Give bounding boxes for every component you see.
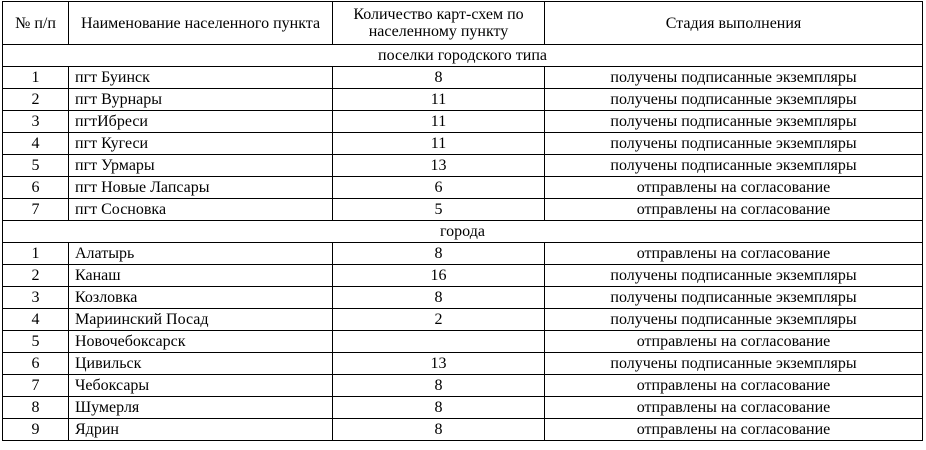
table-row <box>3 133 923 155</box>
header-row <box>3 2 923 45</box>
scheme-count: 16 <box>333 265 545 287</box>
table-row <box>3 177 923 199</box>
scheme-count: 8 <box>333 375 545 397</box>
section-title: города <box>3 221 923 243</box>
settlement-name: пгт Кугеси <box>69 133 333 155</box>
row-number: 1 <box>3 67 69 89</box>
completion-stage: получены подписанные экземпляры <box>545 265 923 287</box>
header-stage: Стадия выполнения <box>545 2 923 45</box>
settlement-name: Ядрин <box>69 419 333 441</box>
section-title: поселки городского типа <box>3 45 923 67</box>
scheme-count: 13 <box>333 155 545 177</box>
row-number: 4 <box>3 133 69 155</box>
header-num: № п/п <box>3 2 69 45</box>
completion-stage: получены подписанные экземпляры <box>545 89 923 111</box>
completion-stage: отправлены на согласование <box>545 243 923 265</box>
scheme-count: 11 <box>333 133 545 155</box>
completion-stage: получены подписанные экземпляры <box>545 353 923 375</box>
settlement-name: Цивильск <box>69 353 333 375</box>
table-row <box>3 243 923 265</box>
row-number: 5 <box>3 155 69 177</box>
settlement-name: Канаш <box>69 265 333 287</box>
table-row <box>3 199 923 221</box>
completion-stage: получены подписанные экземпляры <box>545 287 923 309</box>
settlement-name: пгт Урмары <box>69 155 333 177</box>
row-number: 1 <box>3 243 69 265</box>
table-row <box>3 419 923 441</box>
scheme-count <box>333 331 545 353</box>
header-count: Количество карт-схем по населенному пункту <box>333 2 545 45</box>
table-row <box>3 353 923 375</box>
scheme-count: 8 <box>333 67 545 89</box>
settlement-name: Шумерля <box>69 397 333 419</box>
row-number: 6 <box>3 353 69 375</box>
table-row <box>3 67 923 89</box>
table-row <box>3 287 923 309</box>
completion-stage: получены подписанные экземпляры <box>545 309 923 331</box>
completion-stage: отправлены на согласование <box>545 177 923 199</box>
scheme-count: 5 <box>333 199 545 221</box>
row-number: 8 <box>3 397 69 419</box>
settlement-name: Чебоксары <box>69 375 333 397</box>
scheme-count: 8 <box>333 243 545 265</box>
settlement-name: Козловка <box>69 287 333 309</box>
scheme-count: 8 <box>333 419 545 441</box>
completion-stage: получены подписанные экземпляры <box>545 133 923 155</box>
row-number: 2 <box>3 89 69 111</box>
completion-stage: отправлены на согласование <box>545 331 923 353</box>
settlement-name: пгт Вурнары <box>69 89 333 111</box>
section-row <box>3 45 923 67</box>
scheme-count: 6 <box>333 177 545 199</box>
settlement-name: пгт Новые Лапсары <box>69 177 333 199</box>
completion-stage: отправлены на согласование <box>545 199 923 221</box>
scheme-count: 2 <box>333 309 545 331</box>
completion-stage: получены подписанные экземпляры <box>545 111 923 133</box>
completion-stage: отправлены на согласование <box>545 375 923 397</box>
row-number: 3 <box>3 111 69 133</box>
header-name: Наименование населенного пункта <box>69 2 333 45</box>
table-row <box>3 375 923 397</box>
row-number: 9 <box>3 419 69 441</box>
row-number: 7 <box>3 199 69 221</box>
settlement-name: Алатырь <box>69 243 333 265</box>
settlement-name: пгт Буинск <box>69 67 333 89</box>
scheme-count: 8 <box>333 287 545 309</box>
section-row <box>3 221 923 243</box>
table-body <box>3 45 923 441</box>
table-row <box>3 331 923 353</box>
table-row <box>3 397 923 419</box>
scheme-count: 8 <box>333 397 545 419</box>
table-row <box>3 111 923 133</box>
row-number: 6 <box>3 177 69 199</box>
scheme-count: 11 <box>333 89 545 111</box>
table-row <box>3 309 923 331</box>
scheme-count: 13 <box>333 353 545 375</box>
settlement-name: пгтИбреси <box>69 111 333 133</box>
table-row <box>3 155 923 177</box>
table-row <box>3 265 923 287</box>
row-number: 3 <box>3 287 69 309</box>
scheme-count: 11 <box>333 111 545 133</box>
completion-stage: отправлены на согласование <box>545 397 923 419</box>
row-number: 5 <box>3 331 69 353</box>
row-number: 7 <box>3 375 69 397</box>
settlement-name: пгт Сосновка <box>69 199 333 221</box>
settlements-table <box>2 1 923 441</box>
completion-stage: отправлены на согласование <box>545 419 923 441</box>
row-number: 2 <box>3 265 69 287</box>
settlement-name: Мариинский Посад <box>69 309 333 331</box>
table-row <box>3 89 923 111</box>
completion-stage: получены подписанные экземпляры <box>545 67 923 89</box>
completion-stage: получены подписанные экземпляры <box>545 155 923 177</box>
settlement-name: Новочебоксарск <box>69 331 333 353</box>
row-number: 4 <box>3 309 69 331</box>
